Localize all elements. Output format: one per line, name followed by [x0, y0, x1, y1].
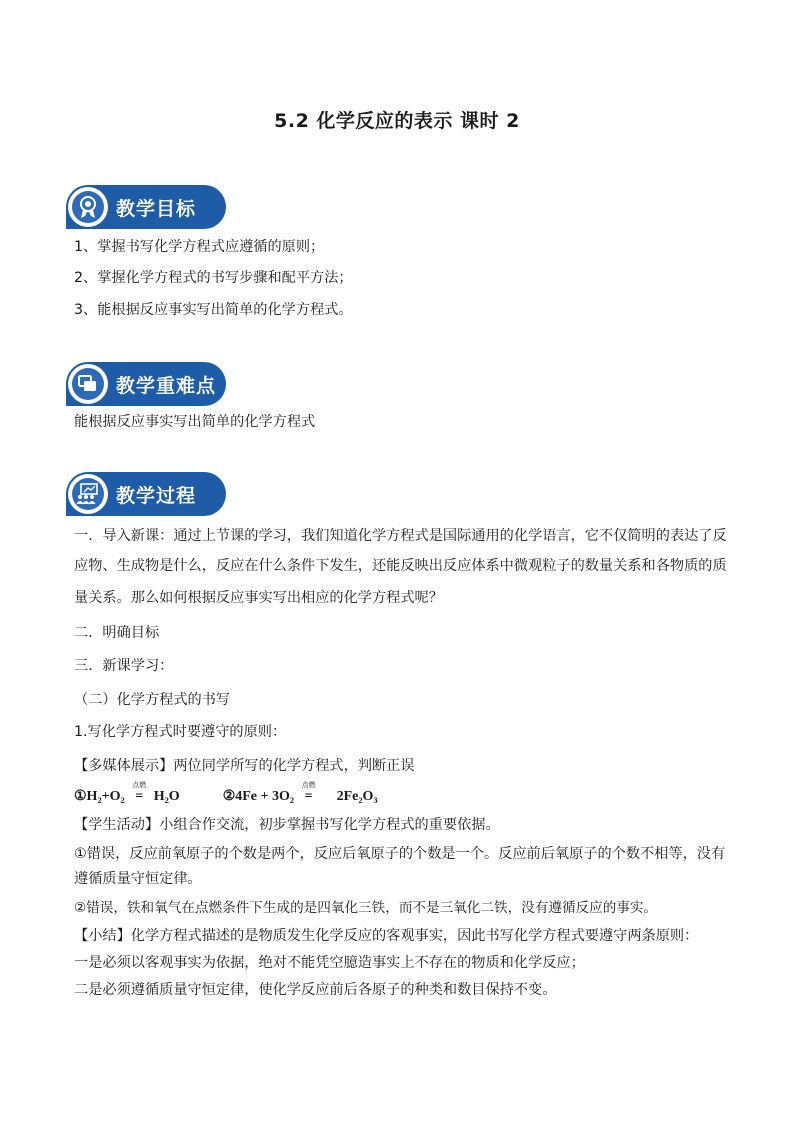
eq1-condition: 点燃 [132, 781, 147, 789]
subsection-title: （二）化学方程式的书写 [74, 692, 231, 708]
multimedia-show: 【多媒体展示】两位同学所写的化学方程式，判断正误 [74, 758, 415, 774]
principle-2: 二是必须遵循质量守恒定律，使化学反应前后各原子的种类和数目保持不变。 [74, 982, 557, 998]
summary: 【小结】化学方程式描述的是物质发生化学反应的客观事实，因此书写化学方程式要遵守两条原则： [74, 928, 699, 944]
answer-1-line-1: ①错误，反应前氧原子的个数是两个，反应后氧原子的个数是一个。反应前后氧原子的个数不相等，没有 [74, 846, 726, 862]
intro-line-3: 量关系。那么如何根据反应事实写出相应的化学方程式呢？ [74, 590, 443, 606]
eq2-left: ②4Fe + 3O₂ [222, 789, 295, 804]
principles-title: 1.写化学方程式时要遵守的原则： [74, 724, 287, 740]
eq1-arrow: 点燃 = [128, 782, 150, 811]
intro-line-2: 应物、生成物是什么，反应在什么条件下发生，还能反映出反应体系中微观粒子的数量关系和各物质的质 [74, 558, 727, 574]
goal-item-3: 3、能根据反应事实写出简单的化学方程式。 [74, 302, 353, 318]
section-header-keypoints [66, 362, 226, 406]
section-header-process [66, 472, 226, 516]
page-title: 5.2 化学反应的表示 课时 2 [274, 110, 520, 132]
section-title-process: 教学过程 [116, 485, 197, 507]
section-header-goals [66, 185, 226, 229]
clear-goals: 二．明确目标 [74, 625, 160, 641]
intro-line-1: 一．导入新课：通过上节课的学习，我们知道化学方程式是国际通用的化学语言，它不仅简明的表达了反 [74, 528, 727, 544]
eq1-left: ①H₂+O₂ [74, 789, 125, 804]
presentation-icon [76, 483, 100, 505]
eq1-right: H₂O [153, 789, 180, 804]
layers-icon [77, 373, 99, 395]
student-activity: 【学生活动】小组合作交流，初步掌握书写化学方程式的重要依据。 [74, 817, 500, 833]
eq2-condition: 点燃 [301, 781, 316, 789]
section-title-keypoints: 教学重难点 [116, 375, 217, 397]
section-title-goals: 教学目标 [116, 198, 197, 220]
equations-row [74, 782, 734, 811]
award-icon [77, 195, 99, 219]
eq2-right: 2Fe₂O₃ [336, 789, 378, 804]
new-lesson: 三．新课学习： [74, 658, 174, 674]
goal-item-2: 2、掌握化学方程式的书写步骤和配平方法； [74, 270, 353, 286]
principle-1: 一是必须以客观事实为依据，绝对不能凭空臆造事实上不存在的物质和化学反应； [74, 955, 585, 971]
keypoints-text: 能根据反应事实写出简单的化学方程式 [74, 414, 316, 430]
answer-1-line-2: 遵循质量守恒定律。 [74, 871, 202, 887]
goal-item-1: 1、掌握书写化学方程式应遵循的原则； [74, 239, 325, 255]
answer-2: ②错误，铁和氧气在点燃条件下生成的是四氧化三铁，而不是三氧化二铁，没有遵循反应的事实。 [74, 900, 658, 916]
eq2-arrow: 点燃 = [298, 782, 320, 811]
